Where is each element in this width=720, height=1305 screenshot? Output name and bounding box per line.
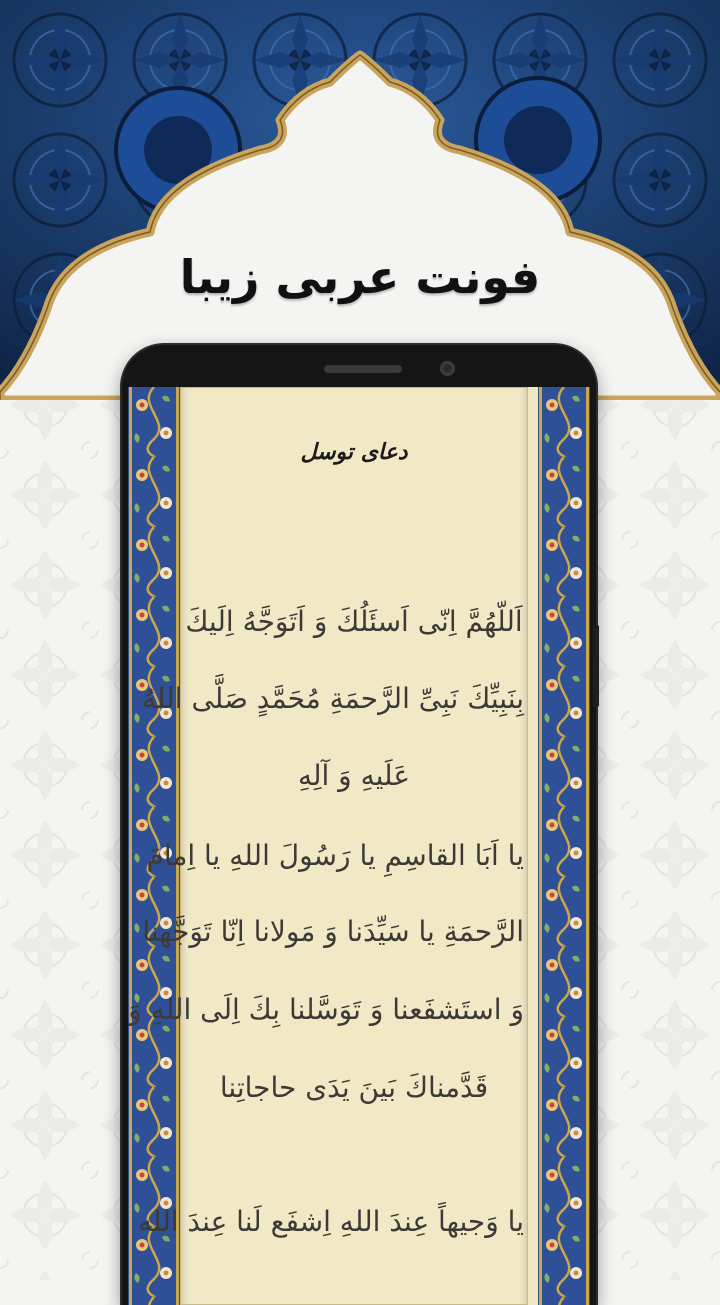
front-camera-icon (440, 361, 455, 376)
dua-page (128, 387, 528, 1305)
phone-side-button (593, 625, 599, 707)
dua-line: وَ استَشفَعنا وَ تَوَسَّلنا بِكَ اِلَی اللهِ وَ (128, 993, 524, 1026)
dua-line: اَللّهُمَّ اِنّی اَسئَلُكَ وَ اَتَوَجَّهُ اِلَیكَ (185, 605, 523, 638)
dua-line: عَلَیهِ وَ آلِهِ (297, 759, 411, 792)
dua-line: الرَّحمَةِ یا سَیِّدَنا وَ مَولانا اِنّا تَوَجَّهنا (142, 915, 524, 948)
dua-line: یا وَجیهاً عِندَ اللهِ اِشفَع لَنا عِندَ الله (137, 1205, 524, 1238)
app-screen[interactable] (128, 387, 590, 1305)
phone-speaker (324, 365, 402, 373)
promo-title: فونت عربی زیبا (179, 250, 541, 304)
dua-line: یا اَبَا القاسِمِ یا رَسُولَ اللهِ یا اِمامَ (146, 839, 524, 872)
dua-line: قَدَّمناكَ بَینَ یَدَی حاجاتِنا (219, 1071, 489, 1104)
gold-arch-frame (0, 0, 720, 400)
dua-title: دعای توسل (300, 439, 408, 465)
phone-mockup (122, 345, 596, 1305)
illuminated-border-right (538, 387, 590, 1305)
dua-line: بِنَبِیِّكَ نَبِیِّ الرَّحمَةِ مُحَمَّدٍ صَلَّی اللهُ (141, 682, 524, 715)
